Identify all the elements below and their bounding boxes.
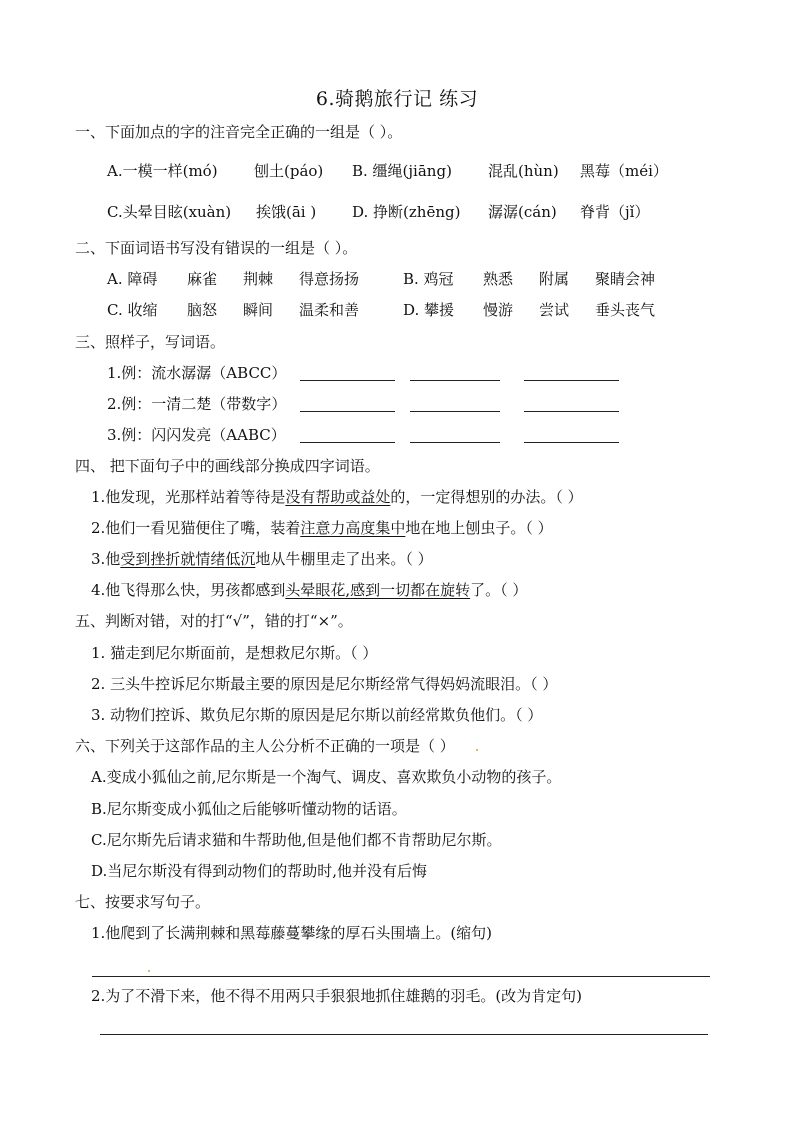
q6-option-b: B.尼尔斯变成小狐仙之后能够听懂动物的话语。: [91, 800, 407, 818]
q2-b-4: 聚睛会神: [595, 270, 656, 288]
q5-item-1: 1. 猫走到尼尔斯面前，是想救尼尔斯。（ ）: [91, 644, 378, 662]
q1-option-b1: B. 缰绳(jiāng): [352, 162, 452, 180]
q2-b-2: 熟悉: [483, 270, 514, 288]
q6-option-d: D.当尼尔斯没有得到动物们的帮助时,他并没有后悔: [91, 862, 428, 880]
q5-item-3: 3. 动物们控诉、欺负尼尔斯的原因是尼尔斯以前经常欺负他们。（ ）: [91, 706, 543, 724]
q2-c-2: 脑怒: [187, 301, 218, 319]
q3-item-2-blank-2[interactable]: [410, 411, 500, 412]
q4-s1-underlined: 没有帮助或益处: [285, 488, 391, 506]
page-title: 6.骑鹅旅行记 练习: [315, 88, 479, 110]
q4-sentence-2: [91, 518, 553, 538]
q2-b-1: B. 鸡冠: [403, 270, 454, 288]
q3-item-2-blank-1[interactable]: [300, 411, 395, 412]
q4-s3-before: 3.他: [91, 550, 121, 568]
q3-item-3-blank-1[interactable]: [300, 442, 395, 443]
q3-item-1-blank-3[interactable]: [524, 380, 619, 381]
q2-a-2: 麻雀: [187, 270, 218, 288]
q4-s4-before: 4.他飞得那么快，男孩都感到: [91, 581, 286, 599]
q2-d-1: D. 攀援: [403, 301, 455, 319]
q4-s1-before: 1.他发现，光那样站着等待是: [91, 488, 286, 506]
q2-c-3: 瞬间: [243, 301, 274, 319]
q3-item-1: 1.例：流水潺潺（ABCC）: [107, 364, 287, 382]
q3-item-1-blank-1[interactable]: [300, 380, 395, 381]
q1-stem: 一、下面加点的字的注音完全正确的一组是（ ）。: [75, 123, 403, 141]
q5-item-2: 2. 三头牛控诉尼尔斯最主要的原因是尼尔斯经常气得妈妈流眼泪。（ ）: [91, 675, 558, 693]
q2-c-1: C. 收缩: [107, 301, 158, 319]
q5-stem: 五、判断对错，对的打“√”，错的打“×”。: [75, 612, 353, 630]
q4-s3-underlined: 受到挫折就情绪低沉: [120, 550, 256, 568]
q3-item-2-blank-3[interactable]: [524, 411, 619, 412]
q6-stem: 六、下列关于这部作品的主人公分析不正确的一项是（ ）: [75, 737, 455, 755]
q1-option-b3: 黑莓（méi）: [580, 162, 668, 180]
q1-option-c2: 挨饿(āi ): [256, 203, 317, 221]
q2-a-1: A. 障碍: [107, 270, 158, 288]
stray-dot: [148, 970, 150, 972]
q3-stem: 三、照样子，写词语。: [75, 333, 226, 351]
q7-answer-line-1[interactable]: [92, 976, 710, 977]
q2-a-4: 得意扬扬: [299, 270, 360, 288]
q2-a-3: 荆棘: [243, 270, 274, 288]
q4-s2-before: 2.他们一看见猫便住了嘴，装着: [91, 519, 301, 537]
q3-item-1-blank-2[interactable]: [410, 380, 500, 381]
q2-d-3: 尝试: [539, 301, 570, 319]
q2-d-4: 垂头丧气: [595, 301, 656, 319]
q1-option-c1: C.头晕目眩(xuàn): [107, 203, 232, 221]
q4-sentence-4: [91, 580, 527, 600]
q4-s3-after: 地从牛棚里走了出来。（ ）: [255, 550, 433, 568]
q4-s1-after: 的，一定得想别的办法。（ ）: [390, 488, 583, 506]
q2-b-3: 附属: [539, 270, 570, 288]
q4-s2-after: 地在地上刨虫子。（ ）: [405, 519, 553, 537]
q7-answer-line-2[interactable]: [100, 1034, 708, 1035]
q3-item-3: 3.例：闪闪发亮（AABC）: [107, 426, 286, 444]
q1-option-a2: 刨土(páo): [254, 162, 324, 180]
q1-option-a1: A.一模一样(mó): [107, 162, 218, 180]
q6-option-a: A.变成小狐仙之前,尼尔斯是一个淘气、调皮、喜欢欺负小动物的孩子。: [91, 768, 562, 786]
q3-item-2: 2.例：一清二楚（带数字）: [107, 395, 287, 413]
stray-dot: [476, 749, 478, 751]
q1-option-d2: 潺潺(cán): [488, 203, 557, 221]
q4-sentence-1: [91, 487, 583, 507]
q7-stem: 七、按要求写句子。: [75, 893, 211, 911]
q3-item-3-blank-3[interactable]: [524, 442, 619, 443]
q4-s4-after: 了。（ ）: [470, 581, 528, 599]
q2-d-2: 慢游: [483, 301, 514, 319]
q4-sentence-3: [91, 549, 433, 569]
q1-option-d3: 脊背（jǐ）: [580, 203, 650, 221]
q4-s2-underlined: 注意力高度集中: [300, 519, 406, 537]
q6-option-c: C.尼尔斯先后请求猫和牛帮助他,但是他们都不肯帮助尼尔斯。: [91, 831, 502, 849]
q2-c-4: 温柔和善: [299, 301, 360, 319]
q1-option-b2: 混乱(hùn): [488, 162, 559, 180]
q7-item-2: 2.为了不滑下来，他不得不用两只手狠狠地抓住雄鹅的羽毛。(改为肯定句): [91, 987, 583, 1005]
q4-stem: 四、 把下面句子中的画线部分换成四字词语。: [75, 457, 380, 475]
q1-option-d1: D. 挣断(zhēng): [352, 203, 461, 221]
q4-s4-underlined: 头晕眼花,感到一切都在旋转: [285, 581, 471, 599]
q2-stem: 二、下面词语书写没有错误的一组是（ ）。: [75, 239, 358, 257]
q3-item-3-blank-2[interactable]: [410, 442, 500, 443]
q7-item-1: 1.他爬到了长满荆棘和黑莓藤蔓攀缘的厚石头围墙上。(缩句): [91, 924, 493, 942]
